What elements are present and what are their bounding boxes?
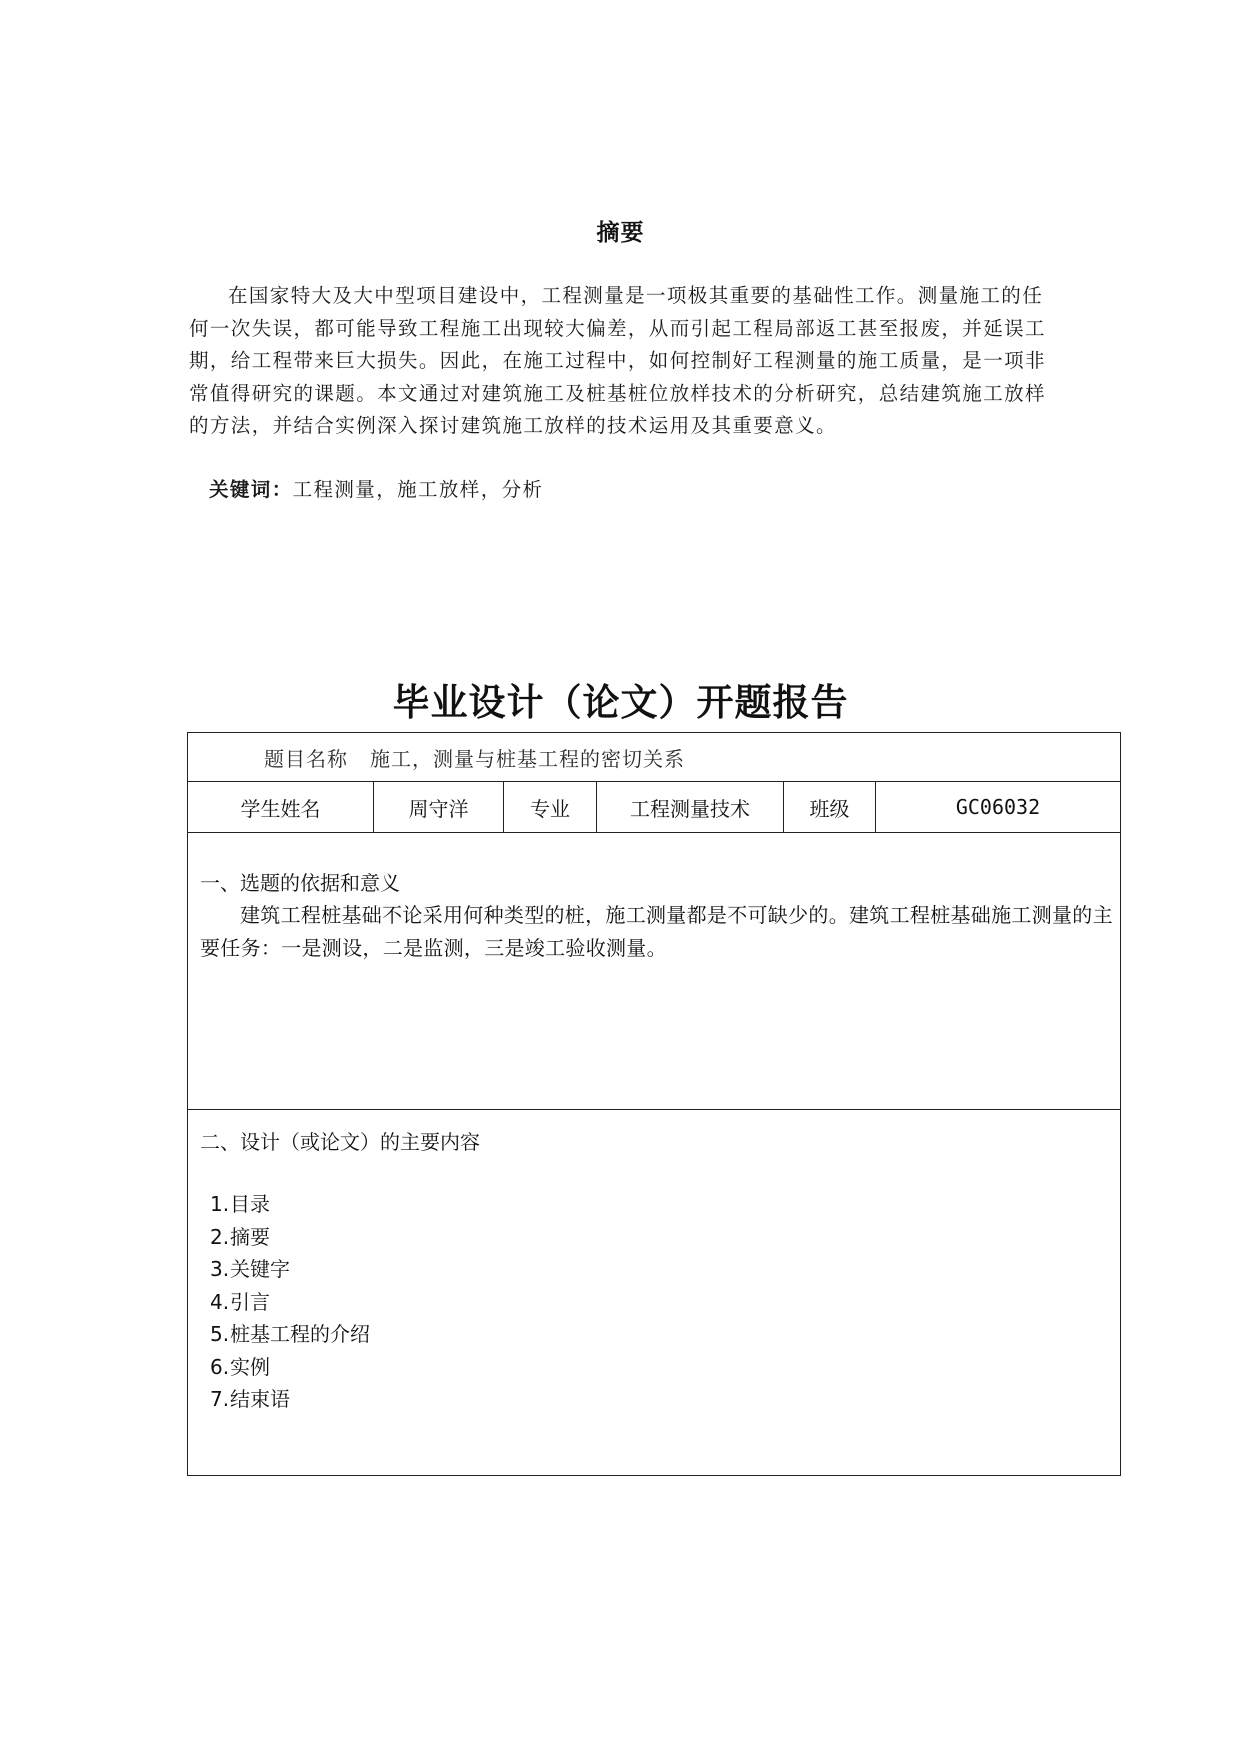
list-item: 1.目录 [210, 1192, 270, 1216]
student-name-value: 周守洋 [374, 782, 504, 833]
section1-row [188, 833, 1121, 1110]
contents-list [210, 1188, 1114, 1416]
major-value: 工程测量技术 [597, 782, 784, 833]
keywords-line [209, 474, 543, 502]
list-item: 6.实例 [210, 1354, 270, 1379]
class-label: 班级 [784, 782, 876, 833]
keywords-label: 关键词： [209, 478, 293, 501]
student-info-row [188, 782, 1121, 833]
abstract-body: 在国家特大及大中型项目建设中，工程测量是一项极其重要的基础性工作。测量施工的任何一次失误，都可能导致工程施工出现较大偏差，从而引起工程局部返工甚至报废，并延误工期，给工程带来巨大损失。因此，在施工过程中，如何控制好工程测量的施工质量，是一项非常值得研究的课题。本文通过对建筑施工及桩基桩位放样技术的分析研究，总结建筑施工放样的方法，并结合实例深入探讨建筑施工放样的技术运用及其重要意义。 [189, 284, 1046, 438]
section2-cell [188, 1110, 1121, 1476]
topic-label: 题目名称 [264, 746, 348, 771]
list-item: 7.结束语 [210, 1387, 290, 1411]
list-item: 5.桩基工程的介绍 [210, 1322, 370, 1346]
major-label: 专业 [504, 782, 597, 833]
topic-value: 施工，测量与桩基工程的密切关系 [370, 746, 685, 771]
section1-heading: 一、选题的依据和意义 [200, 871, 400, 895]
keywords-value: 工程测量，施工放样，分析 [292, 478, 544, 501]
class-value: GC06032 [876, 782, 1121, 833]
section1-text: 建筑工程桩基础不论采用何种类型的桩，施工测量都是不可缺少的。建筑工程桩基础施工测量的主要任务：一是测设，二是监测，三是竣工验收测量。 [200, 903, 1113, 960]
report-form-table [187, 732, 1121, 1476]
section1-cell [188, 833, 1121, 1110]
report-title: 毕业设计（论文）开题报告 [392, 681, 849, 724]
section2-row [188, 1110, 1121, 1476]
section2-heading: 二、设计（或论文）的主要内容 [200, 1130, 480, 1154]
list-item: 3.关键字 [210, 1257, 290, 1281]
list-item: 2.摘要 [210, 1224, 270, 1249]
list-item: 4.引言 [210, 1289, 270, 1314]
topic-row [188, 733, 1121, 782]
topic-cell [188, 733, 1121, 782]
abstract-title: 摘要 [596, 220, 645, 246]
student-name-label: 学生姓名 [188, 782, 374, 833]
